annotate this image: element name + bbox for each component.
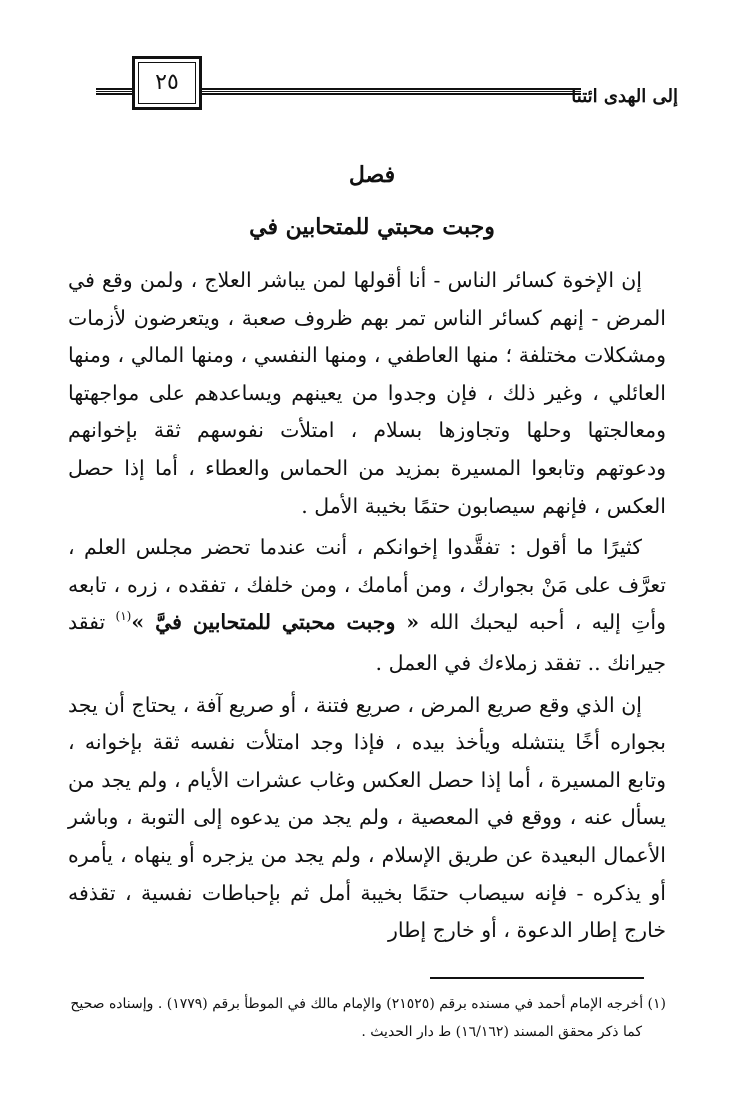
footnotes bbox=[70, 990, 666, 1046]
body-text bbox=[68, 262, 666, 954]
page-number-box bbox=[132, 56, 202, 110]
paragraph-2 bbox=[68, 529, 666, 682]
page-header bbox=[96, 56, 678, 116]
paragraph-1: إن الإخوة كسائر الناس - أنا أقولها لمن يباشر العلاج ، ولمن وقع في المرض - إنهم كسائر الناس تمر بهم ظروف صعبة ، ويتعرضون لأزمات ومشكلات مختلفة ؛ منها العاطفي ، ومنها النفسي ، ومنها المالي ، ومنها العائلي ، وغير ذلك ، فإن وجدوا من يعينهم ويساعدهم على مواجهتها ومعالجتها وحلها وتجاوزها بسلام ، امتلأت نفوسهم ثقة بإخوانهم ودعوتهم وتابعوا المسيرة بمزيد من الحماس والعطاء ، أما إذا حصل العكس ، فإنهم سيصابون حتمًا بخيبة الأمل . bbox=[68, 268, 666, 518]
paragraph-2-continuation: تفقد جيرانك .. تفقد زملاءك في العمل . bbox=[68, 610, 666, 675]
hadith-quote: « وجبت محبتي للمتحابين فيَّ » bbox=[131, 610, 420, 635]
header-rule-right bbox=[196, 88, 581, 95]
footnote-1-continuation: كما ذكر محقق المسند (١٦/١٦٢) ط دار الحديث . bbox=[361, 1024, 642, 1040]
page-number: ٢٥ bbox=[155, 70, 179, 95]
header-rule-left bbox=[96, 88, 136, 95]
running-title: إلى الهدى ائتنا bbox=[571, 86, 678, 107]
footnote-reference: (١) bbox=[115, 609, 132, 624]
section-heading: فصل bbox=[348, 162, 396, 188]
footnote-separator bbox=[430, 977, 644, 979]
paragraph-3: إن الذي وقع صريع المرض ، صريع فتنة ، أو صريع آفة ، يحتاج أن يجد بجواره أخًا ينتشله ويأخذ بيده ، فإذا وجد امتلأت نفسه ثقة بإخوانه ، وتابع المسيرة ، أما إذا حصل العكس وغاب عشرات الأيام ، ولم يجد من يسأل عنه ، ووقع في المعصية ، ولم يجد من يدعوه إلى التوبة ، وباشر الأعمال البعيدة عن طريق الإسلام ، ولم يجد من يزجره أو ينهاه ، يأمره أو يذكره - فإنه سيصاب حتمًا بخيبة أمل ثم بإحباطات نفسية ، تقذفه خارج إطار الدعوة ، أو خارج إطار bbox=[68, 692, 666, 943]
paragraph-2-text: كثيرًا ما أقول : تفقَّدوا إخوانكم ، أنت عندما تحضر مجلس العلم ، تعرَّف على مَنْ بجوارك ، ومن أمامك ، ومن خلفك ، تفقده ، زره ، تابعه وأتِ إليه ، أحبه ليحبك الله bbox=[68, 535, 666, 635]
footnote-1: (١) أخرجه الإمام أحمد في مسنده برقم (٢١٥٢٥) والإمام مالك في الموطأ برقم (١٧٧٩) . وإسناده صحيح bbox=[70, 996, 666, 1012]
chapter-subtitle: وجبت محبتي للمتحابين في bbox=[249, 214, 495, 240]
